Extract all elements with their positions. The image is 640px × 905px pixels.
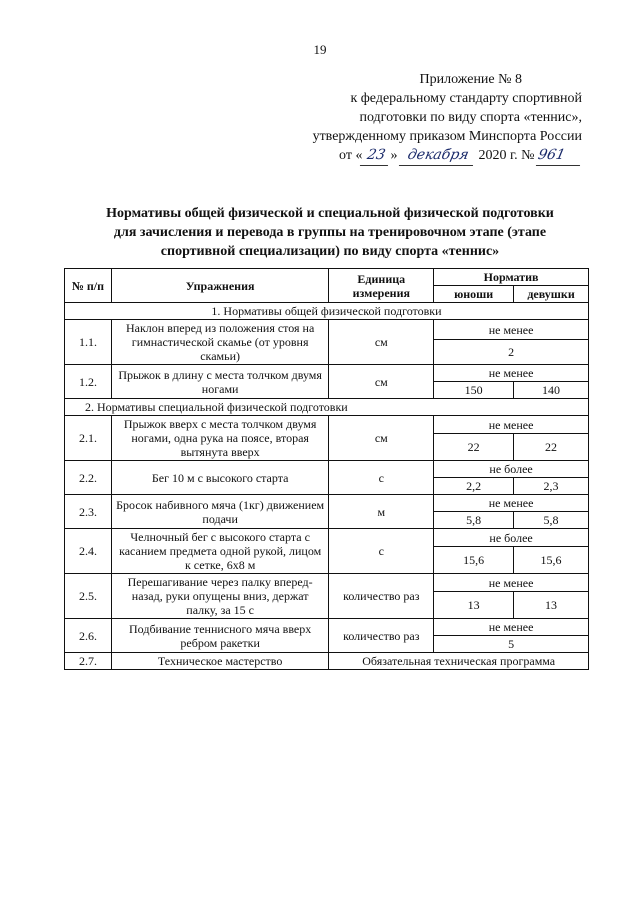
appendix-header [313, 70, 582, 166]
row-num: 2.1. [65, 416, 112, 461]
table-row [65, 416, 589, 434]
row-condition: не менее [434, 365, 589, 382]
row-exercise: Бег 10 м с высокого старта [111, 461, 328, 495]
order-number: 961 [536, 146, 584, 166]
table-row [65, 461, 589, 478]
section-special: 2. Нормативы специальной физической подготовки [65, 399, 589, 416]
date-day: 23 [360, 146, 392, 166]
appendix-line-3: утвержденному приказом Минспорта России [312, 129, 582, 144]
appendix-title: Приложение № 8 [419, 72, 522, 87]
appendix-date-line [313, 146, 582, 166]
title-line-2: для зачисления и перевода в группы на тренировочном этапе (этапе [113, 225, 547, 240]
row-condition: не более [434, 529, 589, 547]
row-value-boys: 2,2 [434, 478, 514, 495]
header-num: № п/п [65, 269, 112, 303]
row-condition: не более [434, 461, 589, 478]
table-row [65, 529, 589, 547]
title-line-3: спортивной специализации) по виду спорта «теннис» [160, 244, 500, 259]
date-mid: » [390, 148, 398, 163]
date-month: декабря [399, 146, 477, 166]
row-exercise: Прыжок вверх с места толчком двумя ногами, одна рука на поясе, вторая вытянута вверх [111, 416, 328, 461]
row-value-girls: 2,3 [514, 478, 589, 495]
date-year: 2020 г. № [478, 148, 535, 163]
row-value-both: 5 [434, 636, 589, 653]
page-number: 19 [313, 42, 327, 57]
row-value-girls: 22 [514, 434, 589, 461]
row-value-boys: 15,6 [434, 547, 514, 574]
appendix-line-2: подготовки по виду спорта «теннис», [359, 110, 582, 125]
row-value-both: 2 [434, 340, 589, 365]
table-row [65, 653, 589, 670]
row-value-girls: 140 [514, 382, 589, 399]
table-row [65, 495, 589, 512]
row-unit: количество раз [329, 619, 434, 653]
table-row [65, 320, 589, 340]
row-exercise: Наклон вперед из положения стоя на гимнастической скамье (от уровня скамьи) [111, 320, 328, 365]
row-exercise: Перешагивание через палку вперед-назад, руки опущены вниз, держат палку, за 15 с [111, 574, 328, 619]
row-unit: см [329, 416, 434, 461]
date-prefix: от « [339, 148, 363, 163]
row-num: 2.2. [65, 461, 112, 495]
row-value-girls: 15,6 [514, 547, 589, 574]
row-value-boys: 5,8 [434, 512, 514, 529]
row-exercise: Техническое мастерство [111, 653, 328, 670]
row-unit: количество раз [329, 574, 434, 619]
header-girls: девушки [514, 286, 589, 303]
row-unit: см [329, 320, 434, 365]
row-num: 1.1. [65, 320, 112, 365]
row-num: 2.3. [65, 495, 112, 529]
row-condition: не менее [434, 416, 589, 434]
row-condition: не менее [434, 320, 589, 340]
row-exercise: Подбивание теннисного мяча вверх ребром ракетки [111, 619, 328, 653]
row-unit: см [329, 365, 434, 399]
section-general: 1. Нормативы общей физической подготовки [65, 303, 589, 320]
row-unit: с [329, 529, 434, 574]
row-value-boys: 150 [434, 382, 514, 399]
table-row [65, 365, 589, 382]
row-value-boys: 13 [434, 592, 514, 619]
header-unit: Единица измерения [329, 269, 434, 303]
table-row [65, 574, 589, 592]
row-exercise: Бросок набивного мяча (1кг) движением подачи [111, 495, 328, 529]
row-unit: м [329, 495, 434, 529]
row-condition: не менее [434, 574, 589, 592]
row-num: 2.4. [65, 529, 112, 574]
row-value-girls: 5,8 [514, 512, 589, 529]
row-unit: с [329, 461, 434, 495]
row-num: 2.7. [65, 653, 112, 670]
row-condition: не менее [434, 495, 589, 512]
row-exercise: Прыжок в длину с места толчком двумя ногами [111, 365, 328, 399]
header-norm: Норматив [434, 269, 589, 286]
header-boys: юноши [434, 286, 514, 303]
row-num: 1.2. [65, 365, 112, 399]
appendix-line-1: к федеральному стандарту спортивной [350, 91, 582, 106]
document-title [70, 204, 590, 261]
section-row [65, 303, 589, 320]
row-value-boys: 22 [434, 434, 514, 461]
header-exercise: Упражнения [111, 269, 328, 303]
row-program: Обязательная техническая программа [329, 653, 589, 670]
row-value-girls: 13 [514, 592, 589, 619]
norms-table [64, 268, 589, 670]
row-num: 2.6. [65, 619, 112, 653]
title-line-1: Нормативы общей физической и специальной физической подготовки [106, 206, 554, 221]
section-row [65, 399, 589, 416]
row-exercise: Челночный бег с высокого старта с касанием предмета одной рукой, лицом к сетке, 6х8 м [111, 529, 328, 574]
row-condition: не менее [434, 619, 589, 636]
table-row [65, 619, 589, 636]
row-num: 2.5. [65, 574, 112, 619]
